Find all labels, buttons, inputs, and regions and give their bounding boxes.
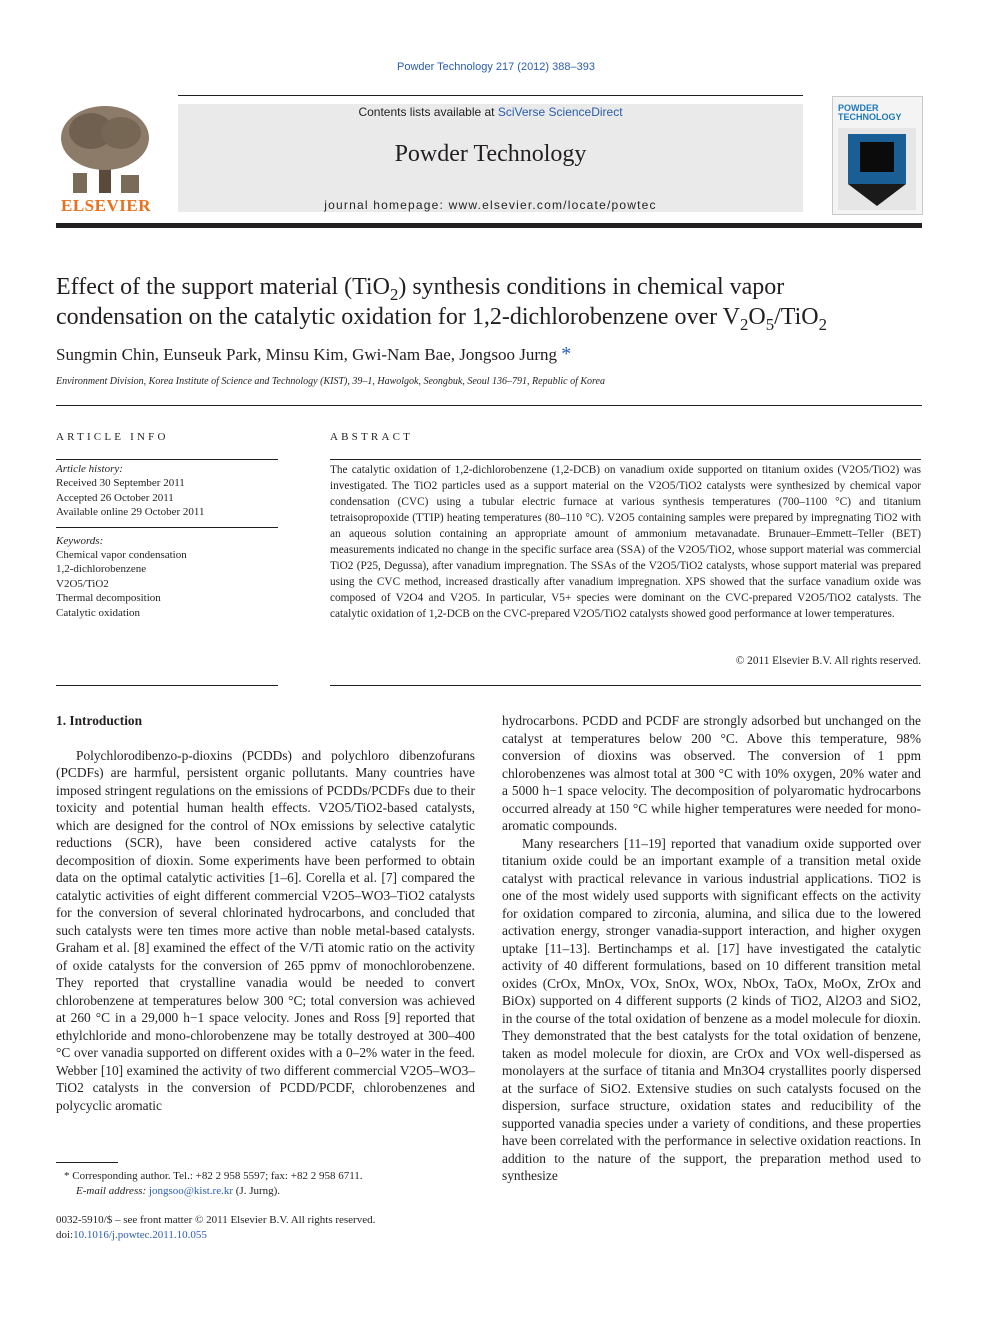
footnote: [56, 1169, 475, 1199]
history-keywords-rule: [56, 527, 278, 528]
online-date: Available online 29 October 2011: [56, 506, 205, 519]
keyword-item: 1,2-dichlorobenzene: [56, 563, 147, 576]
keyword-item: Thermal decomposition: [56, 592, 161, 605]
journal-homepage: [178, 198, 803, 212]
author-list: Sungmin Chin, Eunseuk Park, Minsu Kim, Gwi-Nam Bae, Jongsoo Jurng *: [56, 343, 572, 365]
footnote-rule: [56, 1162, 118, 1163]
journal-reference-link[interactable]: Powder Technology 217 (2012) 388–393: [397, 61, 595, 73]
article-info-rule: [56, 459, 278, 460]
body-right-column: [502, 712, 921, 1185]
abstract-heading: ABSTRACT: [330, 431, 414, 443]
email-label: E-mail address:: [76, 1185, 149, 1197]
header-bottom-rule: [56, 223, 922, 228]
article-title: Effect of the support material (TiO$_2$) synthesis conditions in chemical vapor condensation on the catalytic oxidation for 1,2-dichlorobenzene over $V_2O_5/TiO_2$: [56, 274, 827, 334]
abstract-end-rule: [330, 685, 921, 686]
received-date: Received 30 September 2011: [56, 477, 185, 490]
journal-title: Powder Technology: [394, 141, 587, 167]
footnote-mark: *: [64, 1170, 70, 1182]
email-link[interactable]: jongsoo@kist.re.kr: [148, 1185, 233, 1197]
keyword-item: V2O5/TiO2: [56, 577, 109, 590]
article-info-end-rule: [56, 685, 278, 686]
abstract-copyright: © 2011 Elsevier B.V. All rights reserved.: [735, 655, 921, 667]
body-paragraph: hydrocarbons. PCDD and PCDF are strongly adsorbed but unchanged on the catalyst at temperatures below 200 °C. Above this temperature, 98% conversion of dioxins was observed. The conversion of 1 ppm chlorobenzenes was almost total at 300 °C with 10% oxygen, 20% water and a 5000 h−1 space velocity. The decomposition of polyaromatic hydrocarbons occurred already at 150 °C while higher temperatures were needed for mono-aromatic compounds.: [502, 713, 921, 833]
keyword-item: Chemical vapor condensation: [56, 549, 187, 562]
history-label: Article history:: [56, 463, 123, 475]
contents-line: [178, 105, 803, 119]
homepage-label: journal homepage:: [324, 198, 449, 212]
issn-line: 0032-5910/$ – see front matter © 2011 Elsevier B.V. All rights reserved.: [56, 1214, 376, 1226]
abstract-rule: [330, 459, 921, 460]
corresponding-info: Corresponding author. Tel.: +82 2 958 5597; fax: +82 2 958 6711.: [72, 1170, 363, 1182]
body-paragraph: Many researchers [11–19] reported that vanadium oxide supported over titanium oxide could be an important example of a transition metal oxide catalyst with practical relevance in various industrial applications. TiO2 is one of the most widely used supports with significant effects on the activity for oxidation compared to zirconia, alumina, and silica due to the lowered activation energy, stronger vanadia-support interaction, and higher oxygen uptake [11–13]. Bertinchamps et al. [17] have investigated the catalytic activity of 40 different formulations, based on 10 different transition metal oxides (CrOx, MnOx, VOx, SnOx, WOx, NbOx, TaOx, MoOx, ZrOx and BiOx) supported on 4 different supports (2 kinds of TiO2, Al2O3 and SiO2, in the course of the total oxidation of benzene as a model molecule for dioxin. They demonstrated that the best catalysts for the total oxidation of benzene, taken as model molecule for dioxin, are CrOx and VOx well-dispersed as monolayers at the surface of titania and Mn3O4 crystallites poorly dispersed at the surface of SiO2. Extensive studies on such catalysts focused on the dispersion, surface structure, oxidation states and reducibility of the supported vanadia species under a variety of conditions, and these properties have been correlated with the performance in selective oxidation reactions. In addition to the nature of the support, the preparation method used to synthesize: [502, 835, 921, 1183]
abstract-text: The catalytic oxidation of 1,2-dichlorobenzene (1,2-DCB) on vanadium oxide supported on titanium oxides (V2O5/TiO2) was investigated. The TiO2 particles used as a support material on the V2O5/TiO2 catalysts were synthesized by chemical vapor condensation (CVC) using a tubular electric furnace at various synthesis temperatures (700–1100 °C) and titanium tetraisopropoxide (TTIP) heating temperatures (80–110 °C). V2O5 containing samples were prepared by impregnating TiO2 with an aqueous solution containing an appropriate amount of ammonium metavanadate. Brunauer–Emmett–Teller (BET) measurements indicated no change in the specific surface area (SSA) of the V2O5/TiO2, whose support material was commercial TiO2 (P25, Degussa), after vanadium impregnation. The SSAs of the V2O5/TiO2 catalysts, whose support material was prepared using the CVC method, increased drastically after vanadium impregnation. XPS showed that the surface vanadium oxide was composed of V2O4 and V2O5. In particular, V5+ species were dominant on the CVC-prepared V2O5/TiO2 catalysts. The catalytic oxidation of 1,2-DCB on the CVC-prepared V2O5/TiO2 catalysts showed good performance at lower temperatures.: [330, 464, 921, 620]
accepted-date: Accepted 26 October 2011: [56, 491, 174, 504]
keywords-label: Keywords:: [56, 534, 104, 547]
sciencedirect-link[interactable]: SciVerse ScienceDirect: [497, 105, 623, 119]
article-info-panel: [56, 462, 278, 620]
homepage-url-link[interactable]: www.elsevier.com/locate/powtec: [448, 198, 657, 212]
cover-title: POWDER TECHNOLOGY: [838, 103, 902, 122]
body-left-column: [56, 712, 475, 1114]
affiliation: Environment Division, Korea Institute of Science and Technology (KIST), 39–1, Hawolgok, Seongbuk, Seoul 136–791, Republic of Korea: [56, 376, 605, 387]
header-top-rule: [178, 95, 803, 96]
keyword-item: Catalytic oxidation: [56, 606, 141, 619]
body-paragraph: Polychlorodibenzo-p-dioxins (PCDDs) and polychloro dibenzofurans (PCDFs) are harmful, persistent organic pollutants. Many countries have imposed stringent regulations on the emissions of PCDDs/PCDFs due to their toxicity and potential human health effects. V2O5/TiO2-based catalysts, which are designed for the control of NOx emissions by selective catalytic reductions (SCR), have been considered active catalysts for the decomposition of dioxin. Some experiments have been performed to obtain data on the optimal catalytic activities [1–6]. Corella et al. [7] compared the catalytic activities of eight different commercial V2O5–WO3–TiO2 catalysts for the conversion of several chlorinated hydrocarbons, and concluded that such catalysts were ten times more active than noble metal-based catalysts. Graham et al. [8] examined the effect of the V/Ti atomic ratio on the activity of oxide catalysts for the conversion of 265 ppmv of monochlorobenzene. They reported that crystalline vanadia would be needed to convert chlorobenzene at temperatures below 300 °C; total conversion was achieved at 260 °C in a 29,000 h−1 space velocity. Jones and Ross [9] reported that ethylchloride and mono-chlorobenzene may be totally destroyed at 300–400 °C over vanadia supported on different oxides with a 0–2% water in the feed. Webber [10] examined the activity of two different commercial V2O5–WO3–TiO2 catalysts in the conversion of PCDD/PCDF, chlorobenzenes and polycyclic aromatic: [56, 747, 475, 1113]
issn-doi-block: [56, 1213, 475, 1243]
publisher-logo-text: ELSEVIER: [61, 196, 151, 215]
contents-prefix: Contents lists available at: [358, 105, 498, 119]
corresponding-author-mark[interactable]: *: [561, 343, 572, 365]
email-suffix: (J. Jurng).: [233, 1185, 281, 1197]
cover-art-icon: [838, 128, 916, 210]
doi-label: doi:: [56, 1229, 74, 1241]
article-info-heading: ARTICLE INFO: [56, 431, 169, 443]
section-heading: 1. Introduction: [56, 713, 143, 728]
doi-link[interactable]: 10.1016/j.powtec.2011.10.055: [73, 1229, 207, 1241]
title-divider: [56, 405, 922, 406]
